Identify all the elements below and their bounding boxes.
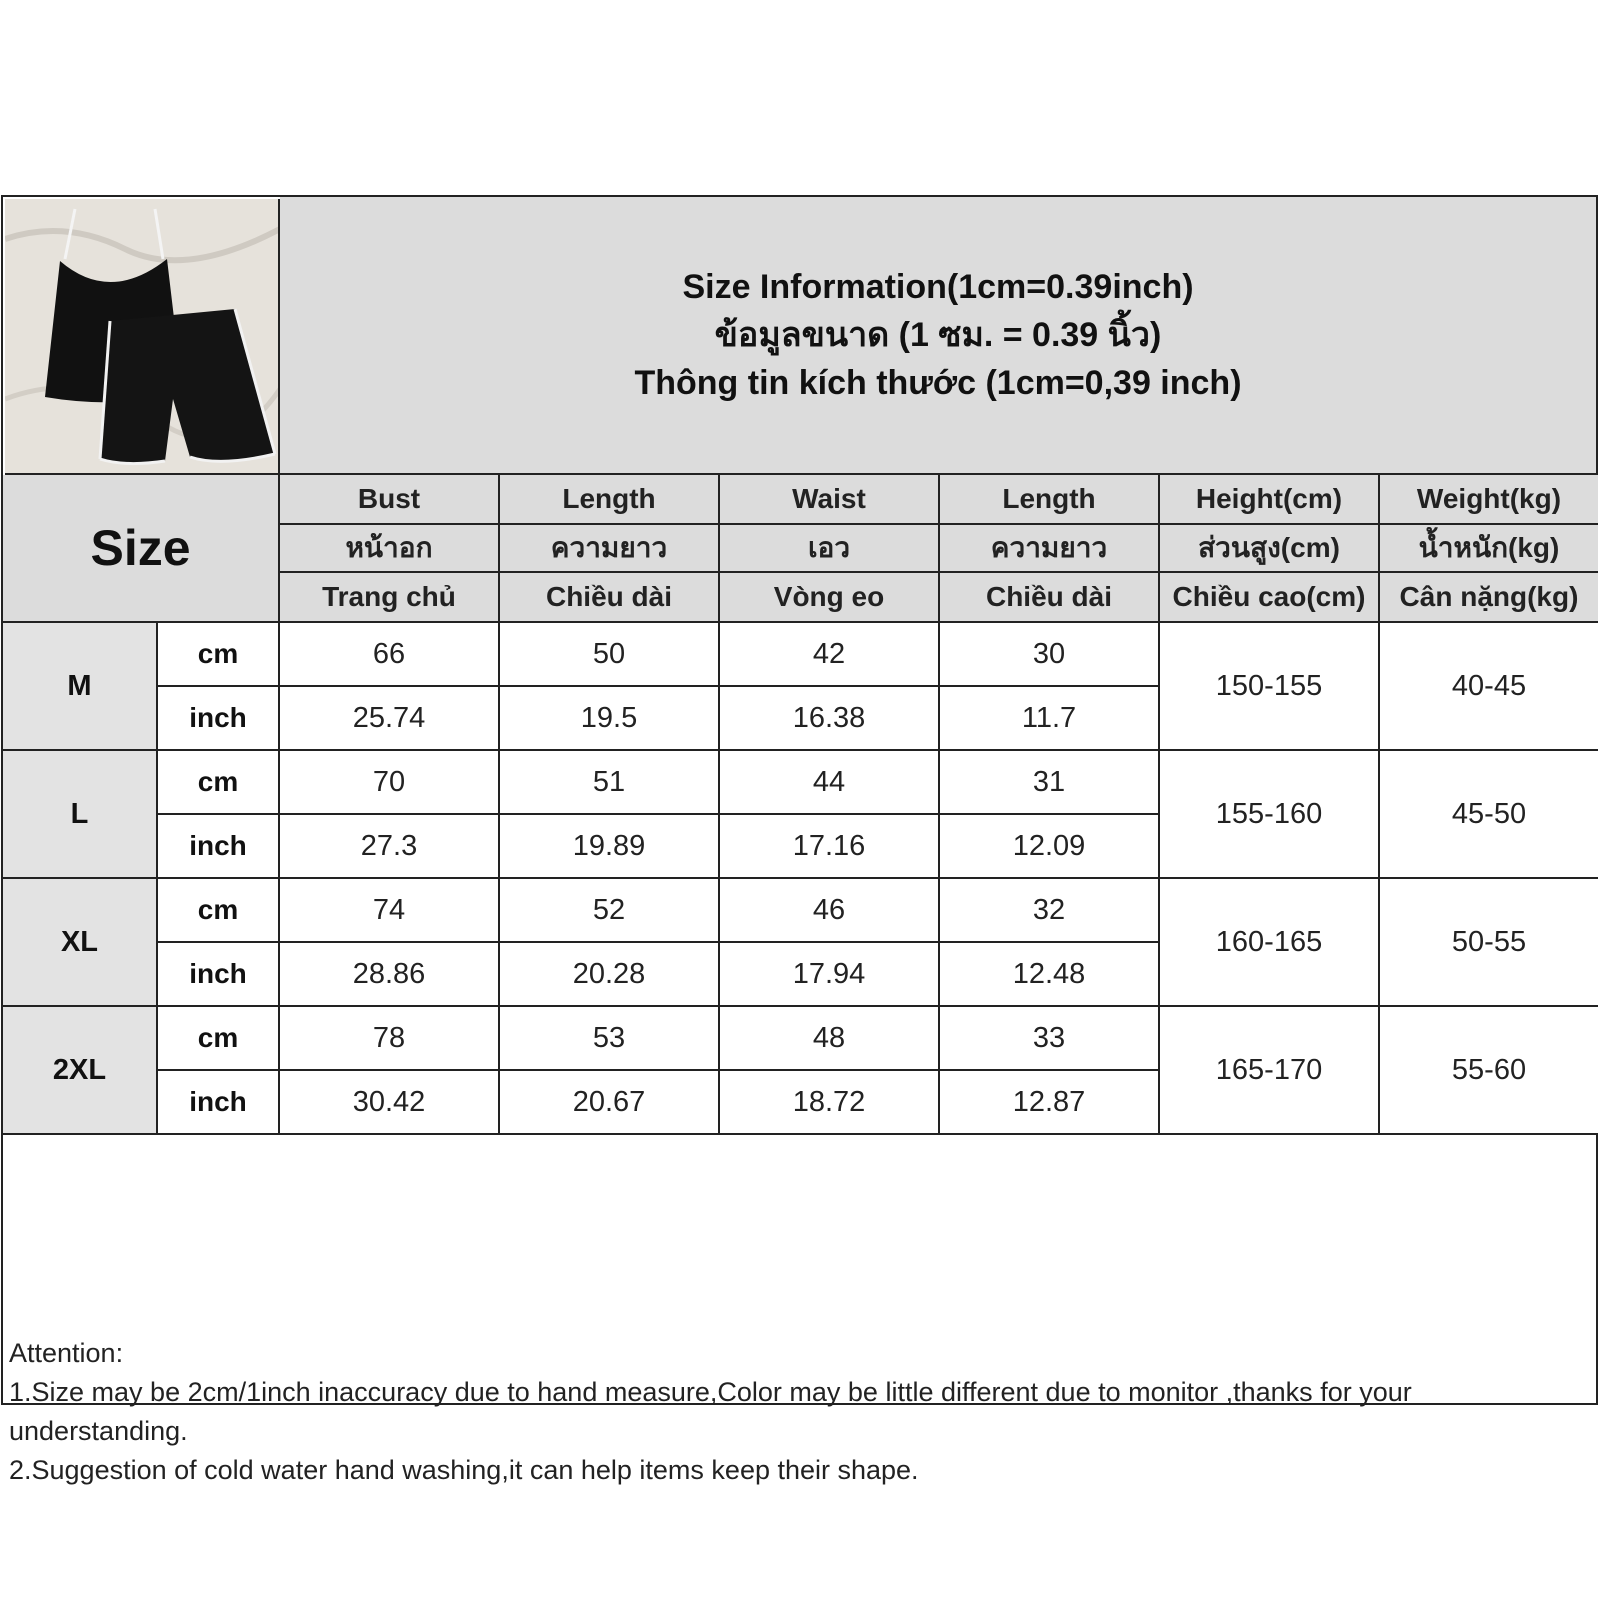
- height-range-cell: 165-170: [1160, 1007, 1380, 1135]
- column-header-1-en: Bust: [280, 475, 500, 525]
- height-range-cell: 150-155: [1160, 623, 1380, 751]
- column-header-4-en: Length: [940, 475, 1160, 525]
- measurement-cell: 20.28: [500, 943, 720, 1007]
- measurement-cell: 70: [280, 751, 500, 815]
- size-label: XL: [3, 879, 158, 1007]
- measurement-cell: 46: [720, 879, 940, 943]
- column-header-1-th: หน้าอก: [280, 525, 500, 573]
- weight-range-cell: 40-45: [1380, 623, 1598, 751]
- title-thai: ข้อมูลขนาด (1 ซม. = 0.39 นิ้ว): [714, 316, 1162, 354]
- column-header-6-en: Weight(kg): [1380, 475, 1598, 525]
- column-header-5-en: Height(cm): [1160, 475, 1380, 525]
- title-english: Size Information(1cm=0.39inch): [682, 268, 1194, 306]
- column-header-1-vi: Trang chủ: [280, 573, 500, 623]
- unit-label-inch: inch: [158, 1071, 280, 1135]
- notes-heading: Attention:: [9, 1338, 124, 1368]
- size-header: [3, 475, 280, 623]
- column-header-2-en: Length: [500, 475, 720, 525]
- column-header-3-en: Waist: [720, 475, 940, 525]
- column-header-3-th: เอว: [720, 525, 940, 573]
- measurement-cell: 17.16: [720, 815, 940, 879]
- attention-notes: [3, 1330, 1596, 1494]
- note-1: 1.Size may be 2cm/1inch inaccuracy due to hand measure,Color may be little different due to monitor ,thanks for your understanding.: [9, 1377, 1412, 1446]
- size-label: M: [3, 623, 158, 751]
- measurement-cell: 16.38: [720, 687, 940, 751]
- column-header-2-th: ความยาว: [500, 525, 720, 573]
- height-range-cell: 160-165: [1160, 879, 1380, 1007]
- measurement-cell: 11.7: [940, 687, 1160, 751]
- measurement-cell: 19.5: [500, 687, 720, 751]
- measurement-cell: 74: [280, 879, 500, 943]
- unit-label-inch: inch: [158, 815, 280, 879]
- product-photo: [5, 199, 280, 475]
- column-header-6-th: น้ำหนัก(kg): [1380, 525, 1598, 573]
- measurement-cell: 31: [940, 751, 1160, 815]
- measurement-cell: 33: [940, 1007, 1160, 1071]
- column-header-3-vi: Vòng eo: [720, 573, 940, 623]
- column-header-4-vi: Chiều dài: [940, 573, 1160, 623]
- measurement-cell: 19.89: [500, 815, 720, 879]
- note-2: 2.Suggestion of cold water hand washing,it can help items keep their shape.: [9, 1455, 919, 1485]
- column-header-5-vi: Chiều cao(cm): [1160, 573, 1380, 623]
- measurement-cell: 52: [500, 879, 720, 943]
- measurement-cell: 30: [940, 623, 1160, 687]
- unit-label-cm: cm: [158, 1007, 280, 1071]
- garment-illustration: [5, 199, 280, 475]
- column-header-5-th: ส่วนสูง(cm): [1160, 525, 1380, 573]
- unit-label-cm: cm: [158, 879, 280, 943]
- weight-range-cell: 55-60: [1380, 1007, 1598, 1135]
- unit-label-inch: inch: [158, 943, 280, 1007]
- measurement-cell: 20.67: [500, 1071, 720, 1135]
- height-range-cell: 155-160: [1160, 751, 1380, 879]
- unit-label-inch: inch: [158, 687, 280, 751]
- measurement-cell: 32: [940, 879, 1160, 943]
- measurement-cell: 78: [280, 1007, 500, 1071]
- measurement-cell: 51: [500, 751, 720, 815]
- column-header-6-vi: Cân nặng(kg): [1380, 573, 1598, 623]
- title-vietnamese: Thông tin kích thước (1cm=0,39 inch): [634, 364, 1242, 402]
- measurement-cell: 27.3: [280, 815, 500, 879]
- measurement-cell: 28.86: [280, 943, 500, 1007]
- unit-label-cm: cm: [158, 623, 280, 687]
- column-header-4-th: ความยาว: [940, 525, 1160, 573]
- weight-range-cell: 50-55: [1380, 879, 1598, 1007]
- measurement-cell: 48: [720, 1007, 940, 1071]
- column-header-2-vi: Chiều dài: [500, 573, 720, 623]
- measurement-cell: 17.94: [720, 943, 940, 1007]
- measurement-cell: 12.87: [940, 1071, 1160, 1135]
- measurement-cell: 25.74: [280, 687, 500, 751]
- measurement-cell: 42: [720, 623, 940, 687]
- measurement-cell: 53: [500, 1007, 720, 1071]
- measurement-cell: 66: [280, 623, 500, 687]
- size-chart: [1, 195, 1598, 1485]
- measurement-cell: 50: [500, 623, 720, 687]
- weight-range-cell: 45-50: [1380, 751, 1598, 879]
- measurement-cell: 12.48: [940, 943, 1160, 1007]
- size-label: L: [3, 751, 158, 879]
- unit-label-cm: cm: [158, 751, 280, 815]
- chart-title: [280, 197, 1596, 475]
- measurement-cell: 12.09: [940, 815, 1160, 879]
- size-label: 2XL: [3, 1007, 158, 1135]
- measurement-cell: 30.42: [280, 1071, 500, 1135]
- measurement-cell: 44: [720, 751, 940, 815]
- measurement-cell: 18.72: [720, 1071, 940, 1135]
- size-header-label: Size: [90, 520, 191, 576]
